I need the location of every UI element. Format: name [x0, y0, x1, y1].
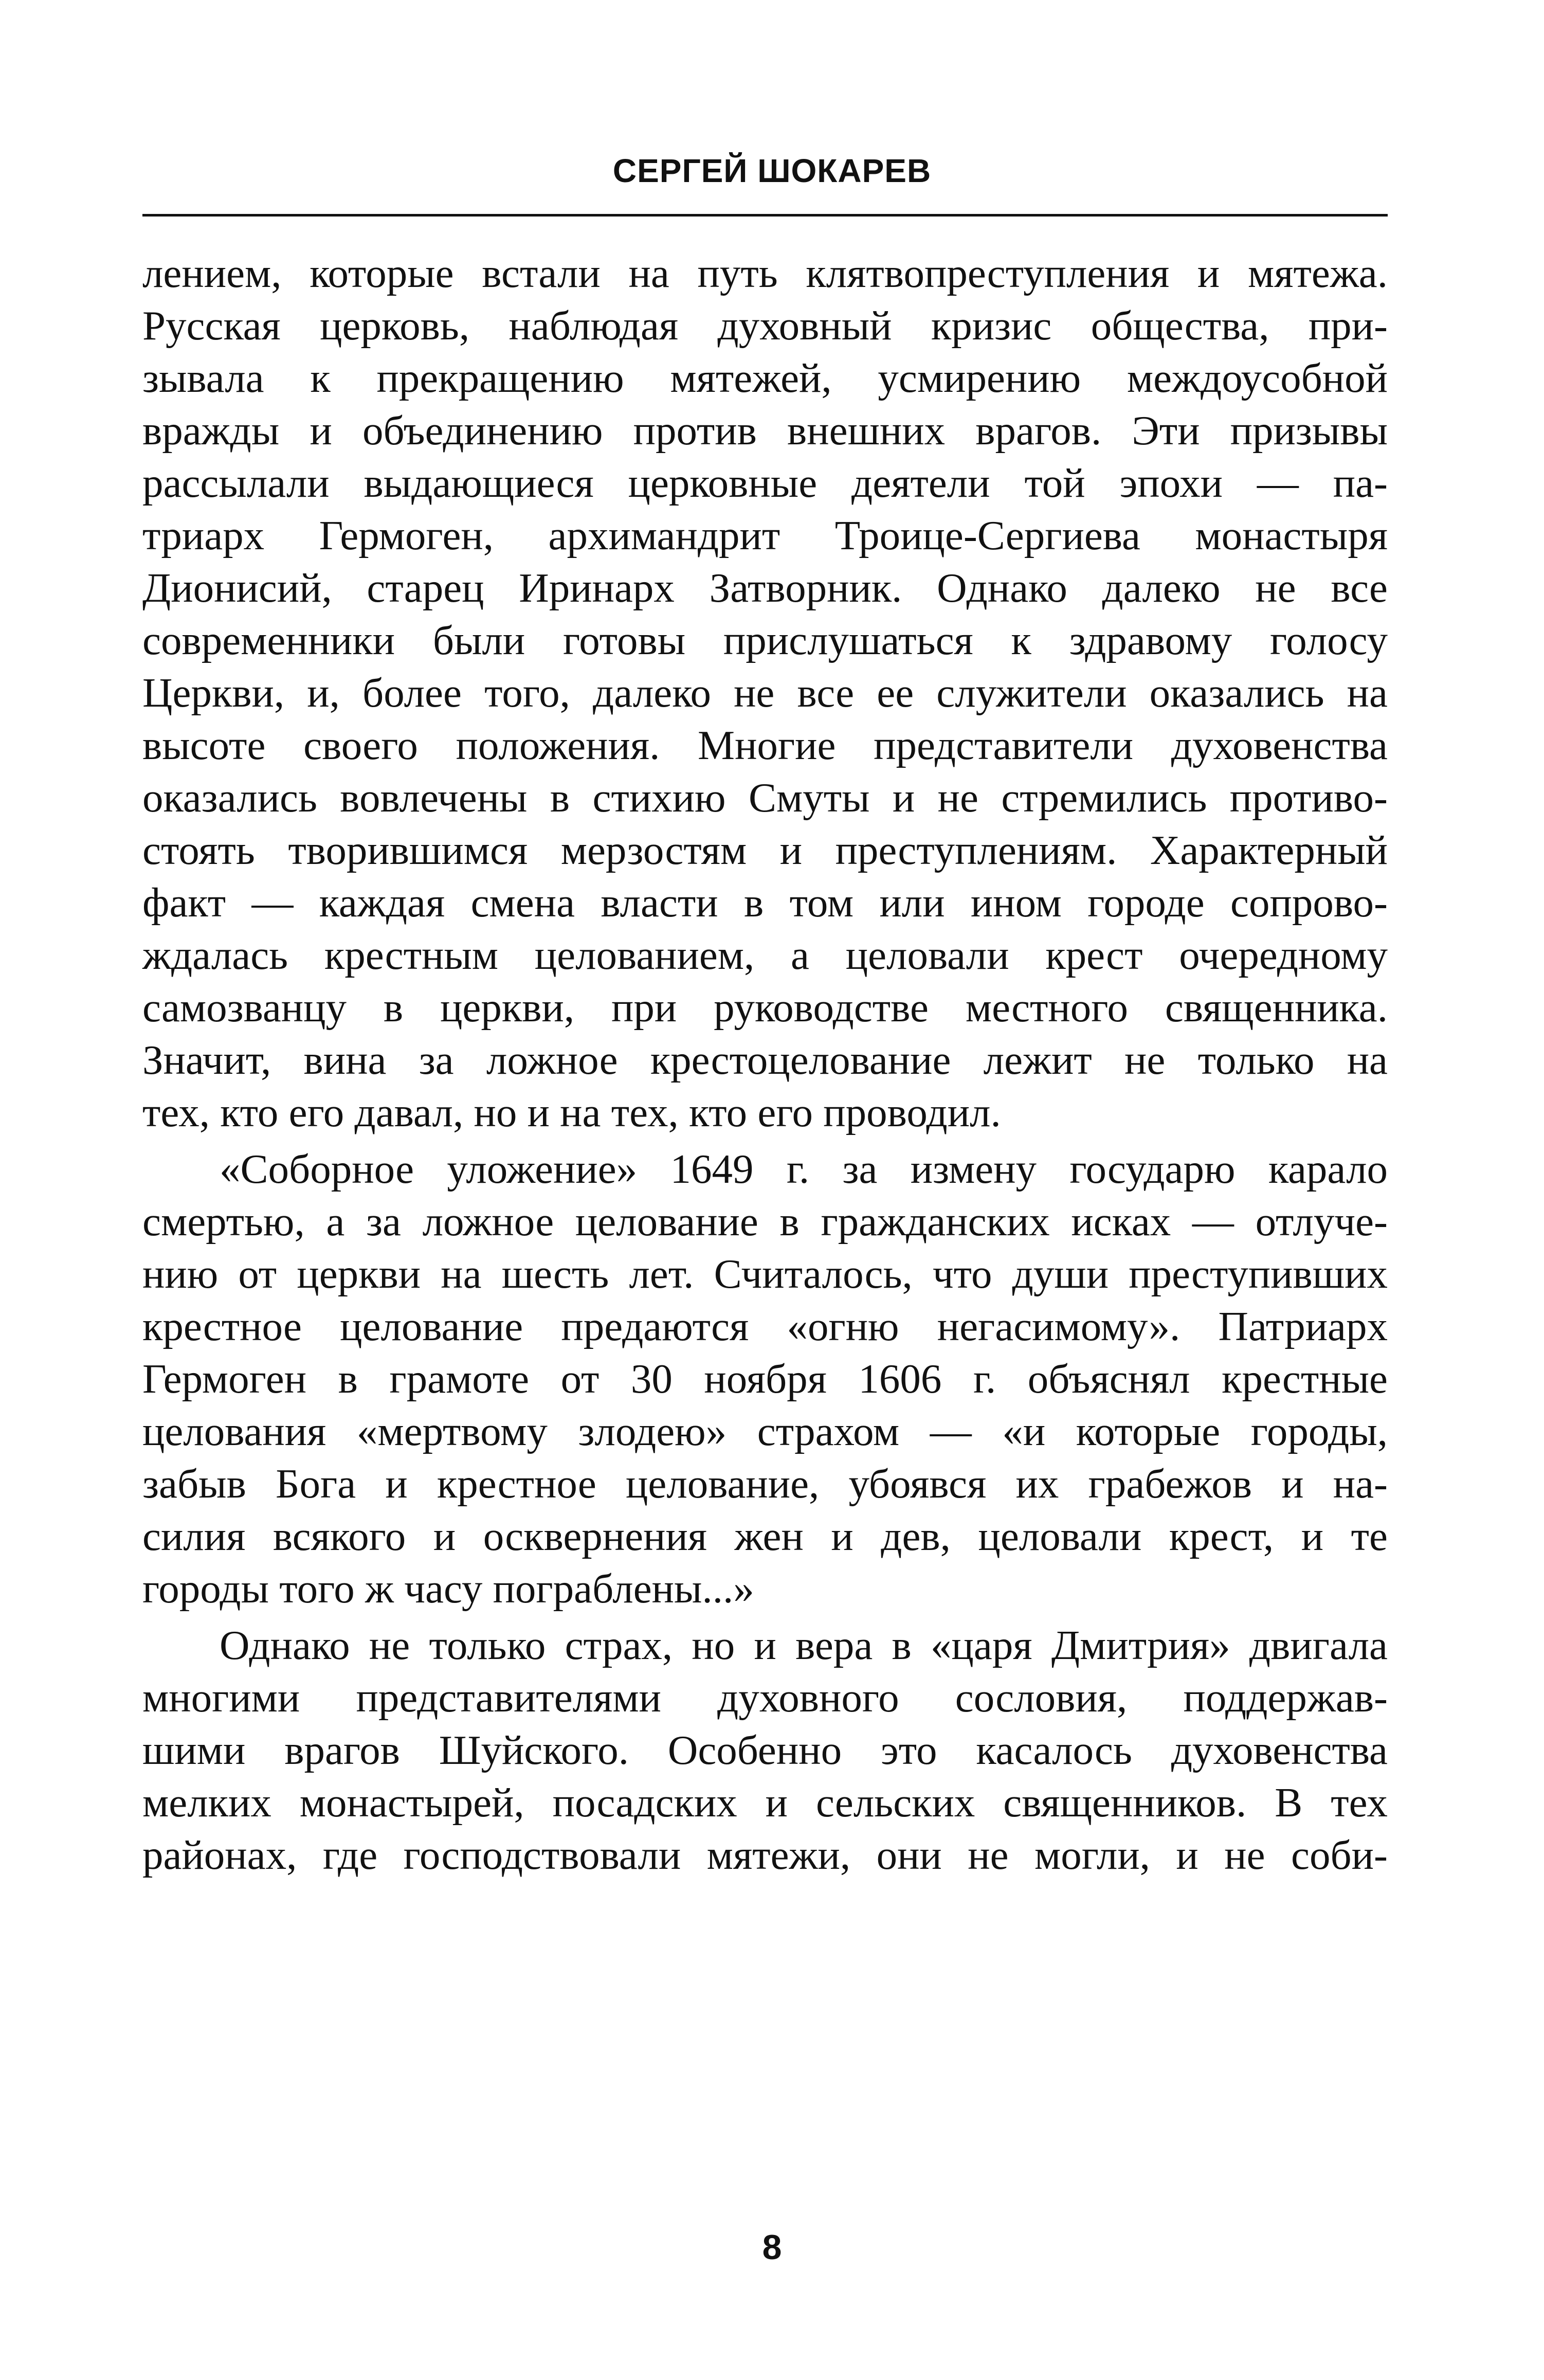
text-line: современники были готовы прислушаться к здравому голосу — [142, 617, 1388, 663]
paragraph-2 — [142, 1143, 1388, 1615]
paragraph-1 — [142, 247, 1388, 1139]
text-line: мелких монастырей, посадских и сельских священников. В тех — [142, 1779, 1388, 1826]
body-text — [142, 247, 1388, 1881]
text-line: силия всякого и осквернения жен и дев, целовали крест, и те — [142, 1513, 1388, 1559]
text-line: Однако не только страх, но и вера в «царя Дмитрия» двигала — [220, 1622, 1388, 1668]
text-line: рассылали выдающиеся церковные деятели той эпохи — па- — [142, 460, 1388, 506]
text-line: зывала к прекращению мятежей, усмирению междоусобной — [142, 355, 1388, 401]
text-line: многими представителями духовного сословия, поддержав- — [142, 1674, 1388, 1721]
text-line: городы того ж часу пограблены...» — [142, 1565, 754, 1612]
text-line: забыв Бога и крестное целование, убоявся их грабежов и на- — [142, 1461, 1388, 1507]
text-line: стоять творившимся мерзостям и преступлениям. Характерный — [142, 827, 1388, 873]
running-head-title: СЕРГЕЙ ШОКАРЕВ — [612, 152, 932, 189]
text-line: Дионисий, старец Иринарх Затворник. Однако далеко не все — [142, 565, 1388, 611]
paragraph-3 — [142, 1619, 1388, 1881]
text-line: районах, где господствовали мятежи, они не могли, и не соби- — [142, 1832, 1388, 1878]
text-line: высоте своего положения. Многие представители духовенства — [142, 722, 1388, 768]
text-line: лением, которые встали на путь клятвопреступления и мятежа. — [142, 250, 1388, 296]
text-line: нию от церкви на шесть лет. Считалось, что души преступивших — [142, 1251, 1388, 1297]
text-line: тех, кто его давал, но и на тех, кто его проводил. — [142, 1089, 1001, 1135]
text-line: Гермоген в грамоте от 30 ноября 1606 г. объяснял крестные — [142, 1356, 1388, 1402]
text-line: смертью, а за ложное целование в гражданских исках — отлуче- — [142, 1198, 1388, 1245]
header-rule — [142, 214, 1388, 217]
text-line: Церкви, и, более того, далеко не все ее служители оказались на — [142, 670, 1388, 716]
text-line: Значит, вина за ложное крестоцелование лежит не только на — [142, 1037, 1388, 1083]
text-line: крестное целование предаются «огню негасимому». Патриарх — [142, 1303, 1388, 1349]
text-line: шими врагов Шуйского. Особенно это касалось духовенства — [142, 1727, 1388, 1773]
text-line: самозванцу в церкви, при руководстве местного священника. — [142, 984, 1388, 1031]
text-line: факт — каждая смена власти в том или ином городе сопрово- — [142, 879, 1388, 926]
text-line: вражды и объединению против внешних врагов. Эти призывы — [142, 407, 1388, 454]
text-line: Русская церковь, наблюдая духовный кризис общества, при- — [142, 302, 1388, 349]
page-number: 8 — [762, 2228, 782, 2267]
text-line: триарх Гермоген, архимандрит Троице-Сергиева монастыря — [142, 512, 1388, 558]
text-line: целования «мертвому злодею» страхом — «и которые городы, — [142, 1408, 1388, 1454]
text-line: ждалась крестным целованием, а целовали крест очередному — [142, 932, 1388, 978]
text-line: оказались вовлечены в стихию Смуты и не стремились противо- — [142, 774, 1388, 821]
text-line: «Соборное уложение» 1649 г. за измену государю карало — [220, 1146, 1388, 1192]
